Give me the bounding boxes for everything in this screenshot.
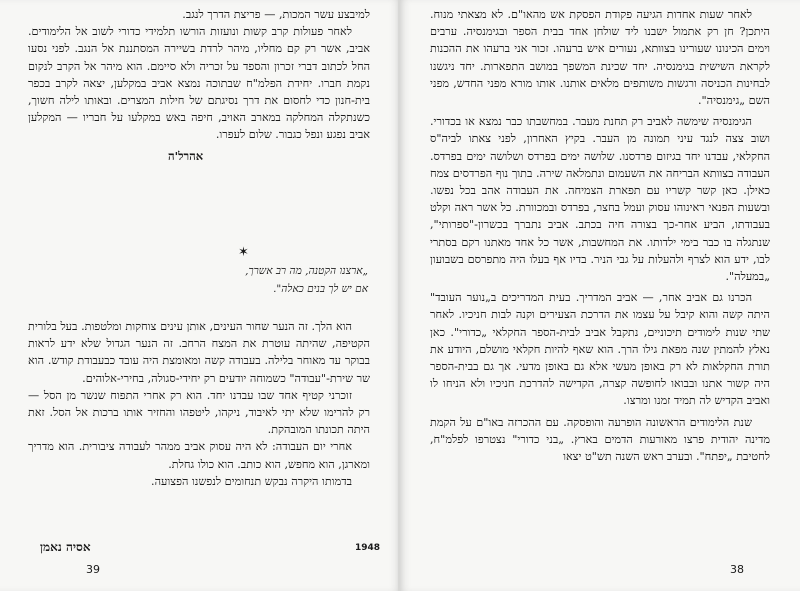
- author1-signature: אהרל'ה: [168, 148, 204, 163]
- section-divider-star: ✶: [238, 245, 249, 260]
- article2-paragraph: זוכרני קטיף אחד שבו עבדנו יחד. הוא רק אחרי התפוח שנשר מן הסל — רק להרימו שלא יתי לאיבוד, ניקהו, ליטפהו והחזיר אותו ברכות אל הסל. זאת היתה תכונתו המובהקת.: [28, 388, 370, 437]
- poem-quote: [168, 262, 368, 298]
- year-label: 1948: [355, 543, 381, 553]
- right-page: [400, 0, 800, 591]
- right-paragraph: הגימנסיה שימשה לאביב רק תחנת מעבר. במחשבתו כבר נמצא או בכדורי. ושוב צצה לנגד עיני תמונה מן העבר. בקיץ האחרון, לפני צאתו לביה"ס החקלאי, עבדנו יחד בגיזום פרדסנו. שלושה ימים בפרדס ושלושה ימים בפרדס. העבודה בצוותא הבריחה את השעמום ונתמלאה שירה. בתוך נוף הפרדסים צמח כאילן. כאן קשר קשריו עם תפארת הצמיחה. את העבודה אהב בכל נפשו. ובשעות הפנאי ראינוהו עסוק ועמל בחצר, בפרדס ובמכוורת. כל אשר ראה וקלט בעבודתו, הביע אחר-כך בצורה חיה בכתב. אביב נתברך בכשרון-"ספרותי", שנתגלה בו כבר בימי ילדותו. את המחשבות, אשר כל אחד מאתנו רקם בסתרי לבו, ידע הוא לצרף ולהעלות על גבי הניר. בדיו אף בעלו היה מתפרסם בשבועון „במעלה".: [430, 115, 770, 284]
- page-number-right: 38: [730, 563, 744, 576]
- page-number-left: 39: [86, 563, 100, 576]
- opening-line: למיבצע עשר המכות, — פריצת הדרך לנגב.: [182, 8, 370, 21]
- right-article: [430, 6, 770, 465]
- article1-paragraph: לאחר פעולות קרב קשות ונועזות הורשו תלמידי כדורי לשוב אל הלימודים. אביב, אשר רק קם מחליו, מיהר לרדת בשיירה המסתננת אל הנגב. לפני נסעו החל לכתוב דברי זכרון והספד על זכריה ולא סיימם. הוא מיהר אל הקרב לנקום נקמת חברו. יחידת הפלמ"ח שבתוכה נמצא אביב במקלען, יצאה לקרב בכפר בית-חנון כדי לחסום את דרך נסיגתם של חילות המצרים. ובאותו לילה חשוך, כשנתקלה המחלקה במארב האויב, חיפה באש במקלעו על חבריו — המקלען אביב נפגע ונפל כגבור. שלום לעפרו.: [28, 25, 370, 142]
- right-paragraph: שנת הלימודים הראשונה הופרעה והופסקה. עם ההכרזה באו"ם על הקמת מדינה יהודית פרצו מאורעות הדמים בארץ. „בני כדורי" נצטרפו לפלמ"ח, לחטיבת „יפתח". ובערב ראש השנה תש"ט יצאו: [430, 415, 770, 464]
- right-paragraph: לאחר שעות אחדות הגיעה פקודת הפסקת אש מהאו"ם. לא מצאתי מנוח. היתכן? חן רק אתמול ישבנו ליד שולחן אחד בבית הספר ובגימנסיה. ערבים וימים הכינונו שעורינו בצוותא, נעורים איש ברעהו. זכור אני ברעהו את ההכנות לקראת השישית בגימנסיה. יחד שכינת המשפך במושב התפארות. יחד ניגשנו לבחינות הכניסה ורגשות משותפים מלאים אותנו. אותו מורא מפני החדש, מפני השם „גימנסיה".: [430, 8, 770, 108]
- article2-paragraph: בדמותו היקרה נבקש תנחומים לנפשנו הפצועה.: [151, 474, 352, 488]
- article2-paragraph: הוא הלך. זה הנער שחור העינים, אותן עינים צוחקות ומלטפות. בעל בלורית הקטיפה, שהיתה עוטרת את המצח הרחב. זה הנער הגדול שלא ידע לראות בבוקר עד מאוחר בלילה. בעבודה קשה ומאומצת היה עובד כבעבודת קודש. הוא שר שירת-"עבודה" כשמוחה יודעים רק יחידי-סגולה, בחירי-אלוהים.: [28, 320, 370, 385]
- left-article-top: [28, 6, 370, 165]
- left-article-bottom: [28, 318, 370, 490]
- article2-paragraph: אחרי יום העבודה: לא היה עסוק אביב ממהר לעבודה ציבורית. הוא מדריך ומארגן, הוא מחפש, הוא כותב. הוא כולו גחלת.: [28, 440, 370, 471]
- poem-line: אם יש לך בנים כאלה".: [273, 283, 368, 295]
- poem-line: „ארצנו הקטנה, מה רב אשרך,: [245, 265, 368, 277]
- author2-signature: אסיה נאמן: [40, 540, 91, 554]
- right-paragraph: הכרנו גם אביב אחר, — אביב המדריך. בעית המדריכים ב„נוער העובד" היתה קשה והוא קיבל על עצמו את הדרכת הצעירים וקנה לבות חניכיו. לאחר שתי שנות לימודים תיכוניים, נתקבל אביב לבית-הספר החקלאי „כדורי". כאן נאלץ להמתין שנה מפאת גילו הרך. הוא שאף להיות חקלאי מושלם, היודע את תורת החקלאות לא רק באופן מעשי אלא גם באופן מדעי. אך גם בבית-הספר היה קשור אתנו ובבואו לחופשה קצרה, הקדישה להדרכת חניכיו ולא הניחו לו ואביב הקדיש לה תמיד זמנו ומרצו.: [430, 291, 770, 408]
